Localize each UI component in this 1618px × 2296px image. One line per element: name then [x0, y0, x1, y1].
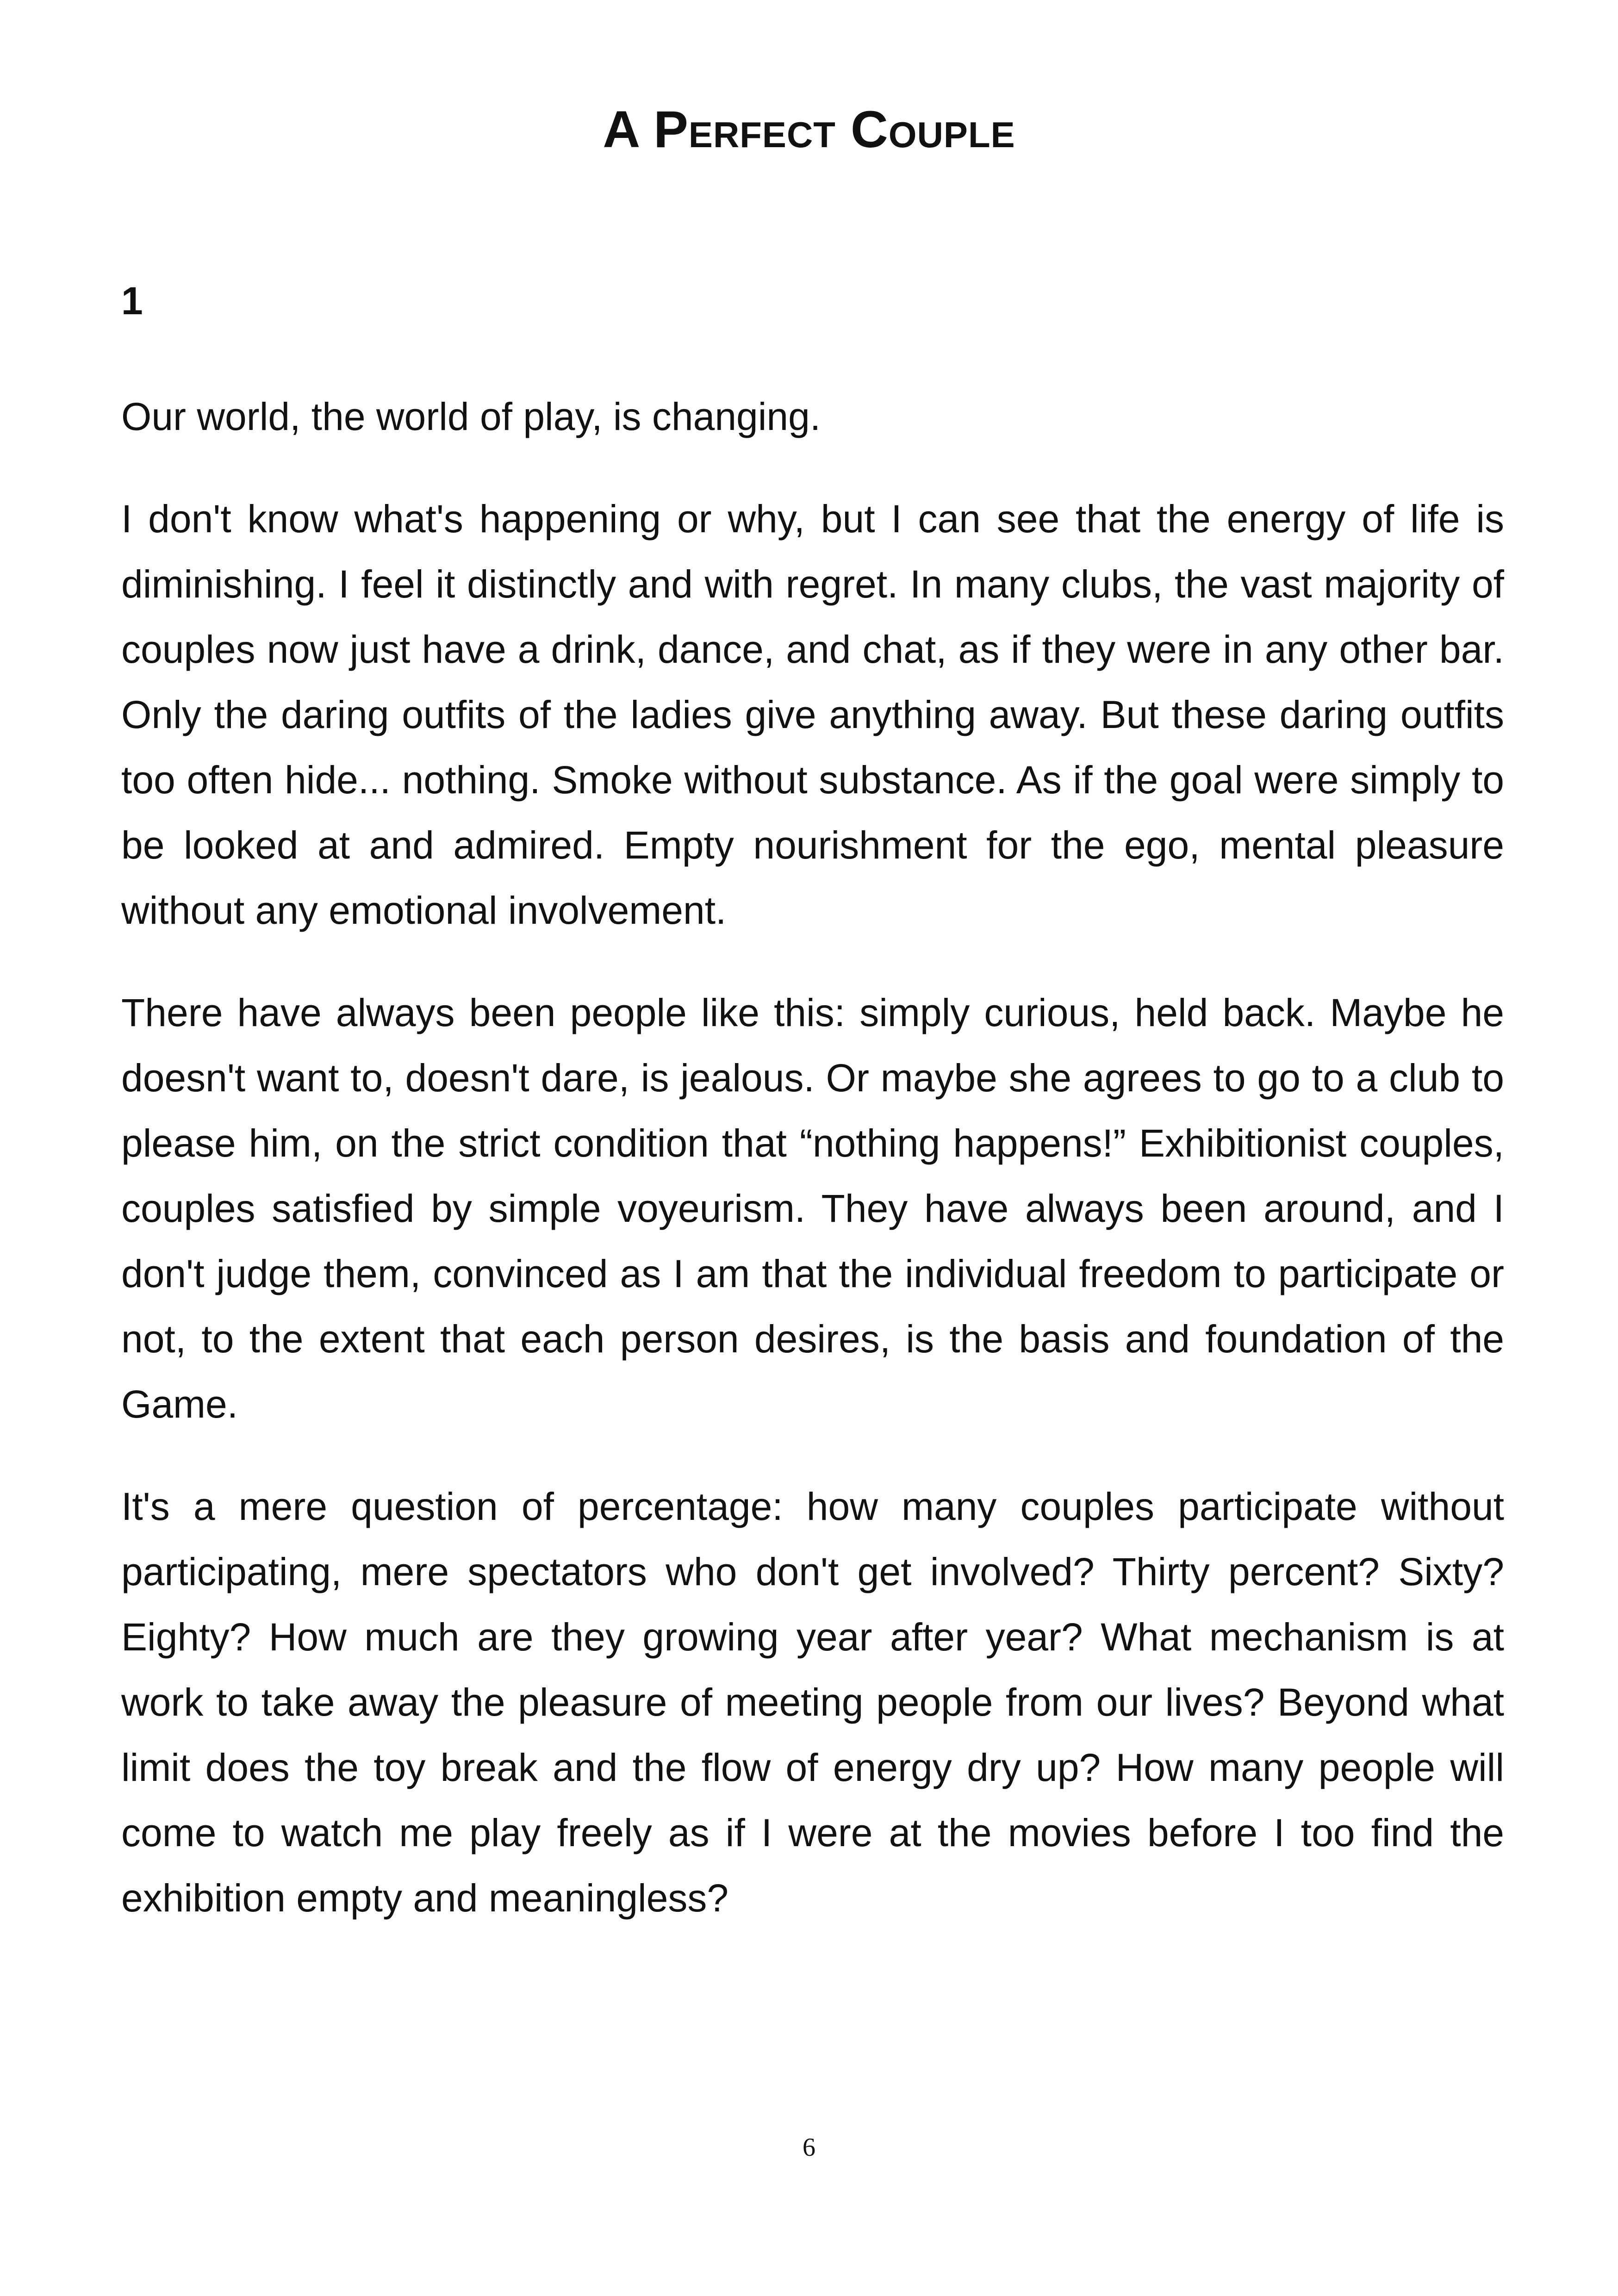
page-number: 6 — [803, 2133, 815, 2162]
paragraph: There have always been people like this: simply curious, held back. Maybe he doesn't want to, doesn't dare, is jealous. Or maybe she agrees to go to a club to please him, on the strict condition that “nothing happens!” Exhibitionist couples, couples satisfied by simple voyeurism. They have always been around, and I don't judge them, convinced as I am that the individual freedom to participate or not, to the extent that each person desires, is the basis and foundation of the Game. — [121, 991, 1504, 1426]
paragraph: It's a mere question of percentage: how many couples participate without participating, mere spectators who don't get involved? Thirty percent? Sixty? Eighty? How much are they growing year after year? What mechanism is at work to take away the pleasure of meeting people from our lives? Beyond what limit does the toy break and the flow of energy dry up? How many people will come to watch me play freely as if I were at the movies before I too find the exhibition empty and meaningless? — [121, 1485, 1504, 1920]
page-title: A Perfect Couple — [603, 100, 1015, 158]
paragraph: I don't know what's happening or why, but I can see that the energy of life is diminishing. I feel it distinctly and with regret. In many clubs, the vast majority of couples now just have a drink, dance, and chat, as if they were in any other bar. Only the daring outfits of the ladies give anything away. But these daring outfits too often hide... nothing. Smoke without substance. As if the goal were simply to be looked at and admired. Empty nourishment for the ego, mental pleasure without any emotional involvement. — [121, 497, 1504, 932]
chapter-number: 1 — [121, 279, 143, 323]
paragraph: Our world, the world of play, is changing. — [121, 395, 821, 438]
body-text — [121, 384, 1504, 1968]
